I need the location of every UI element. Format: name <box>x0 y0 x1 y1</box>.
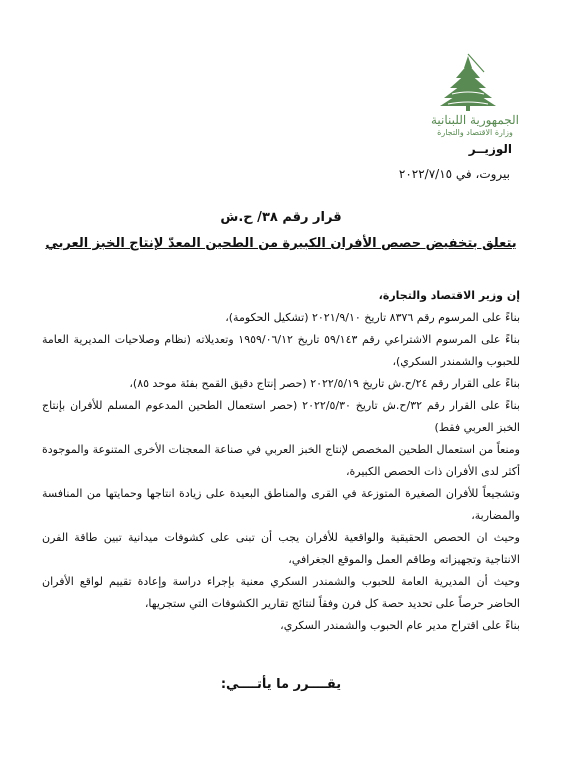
paragraph: وحيث أن المديرية العامة للحبوب والشمندر السكري معنية بإجراء دراسة وإعادة تقييم لواقع الأفران الحاضر حرصاً على تحديد حصة كل فرن وفقاً لنتائج تقارير الكشوفات التي ستجريها، <box>42 575 520 610</box>
addressee-line: إن وزير الاقتصاد والتجارة، <box>378 289 520 302</box>
paragraph: بناءً على المرسوم رقم ٨٣٧٦ تاريخ ٢٠٢١/٩/١٠ (تشكيل الحكومة)، <box>225 311 520 324</box>
ministry-name: وزارة الاقتصاد والتجارة <box>437 128 513 137</box>
republic-name: الجمهورية اللبنانية <box>430 113 520 127</box>
decision-subject: يتعلق بتخفيض حصص الأفران الكبيرة من الطحين المعدّ لإنتاج الخبز العربي <box>45 236 517 251</box>
paragraph: وتشجيعاً للأفران الصغيرة المتوزعة في القرى والمناطق البعيدة على زيادة انتاجها وحمايتها من المنافسة والمضاربة، <box>42 487 520 522</box>
cedar-emblem-logo <box>428 52 510 112</box>
decision-title: قرار رقم ٣٨/ ح.ش <box>220 210 342 225</box>
paragraph: ومنعاً من استعمال الطحين المخصص لإنتاج الخبز العربي في صناعة المعجنات الأخرى المتنوعة والموجودة أكثر لدى الأفران ذات الحصص الكبيرة، <box>42 443 520 478</box>
paragraph: بناءً على القرار رقم ٣٢/ح.ش تاريخ ٢٠٢٢/٥/٣٠ (حصر استعمال الطحين المدعوم المسلم للأفران بإنتاج الخبز العربي فقط) <box>42 399 520 434</box>
document-body <box>42 285 520 637</box>
paragraph: وحيث ان الحصص الحقيقية والواقعية للأفران يجب أن تبنى على كشوفات ميدانية تبين طاقة الفرن الانتاجية وتجهيزاته وطاقم العمل والموقع الجغرافي، <box>42 531 520 566</box>
document-date: بيروت، في ٢٠٢٢/٧/١٥ <box>398 167 510 181</box>
minister-heading: الوزيــر <box>468 142 512 156</box>
paragraph: بناءً على القرار رقم ٢٤/ح.ش تاريخ ٢٠٢٢/٥/١٩ (حصر إنتاج دقيق القمح بفئة موحد ٨٥)، <box>129 377 520 390</box>
paragraph: بناءً على اقتراح مدير عام الحبوب والشمندر السكري، <box>280 619 520 632</box>
decision-heading: يقــــرر ما يأتــــي: <box>220 677 342 692</box>
paragraph: بناءً على المرسوم الاشتراعي رقم ٥٩/١٤٣ تاريخ ١٩٥٩/٠٦/١٢ وتعديلاته (نظام وصلاحيات المديرية العامة للحبوب والشمندر السكري)، <box>42 333 521 368</box>
